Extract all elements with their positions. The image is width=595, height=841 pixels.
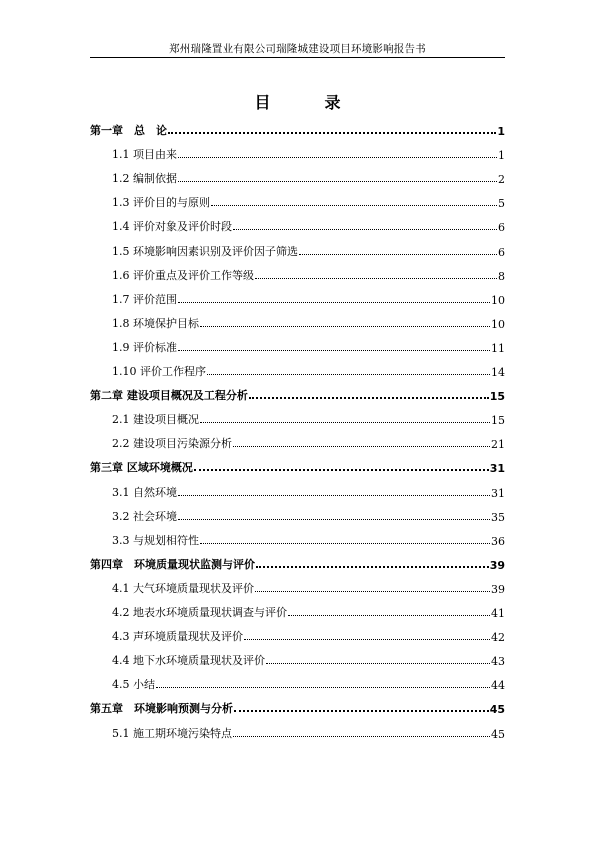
dot-leader (233, 229, 497, 230)
toc-entry-page-number: 11 (491, 341, 505, 355)
toc-entry-page-number: 41 (491, 607, 505, 620)
toc-entry-page-number: 15 (491, 414, 505, 428)
dot-leader (233, 736, 490, 737)
toc-entry-label: 3.3 与规划相符性 (112, 533, 199, 547)
toc-chapter-entry[interactable] (90, 554, 505, 572)
toc-section-entry[interactable] (90, 626, 505, 644)
toc-section-entry[interactable] (90, 337, 505, 355)
toc-section-entry[interactable] (90, 241, 505, 259)
toc-entry-label: 4.1 大气环境质量现状及评价 (112, 581, 254, 595)
dot-leader (207, 374, 490, 375)
dot-leader (244, 639, 490, 640)
toc-section-entry[interactable] (90, 144, 505, 162)
toc-entry-page-number: 43 (491, 655, 505, 669)
toc-section-entry[interactable] (90, 313, 505, 331)
toc-section-entry[interactable] (90, 361, 505, 379)
dot-leader (178, 181, 497, 182)
toc-entry-page-number: 36 (491, 534, 505, 548)
toc-entry-page-number: 35 (491, 510, 505, 524)
dot-leader (299, 254, 497, 255)
toc-entry-page-number: 21 (491, 438, 505, 452)
toc-section-entry[interactable] (90, 409, 505, 427)
toc-entry-label: 第二章 建设项目概况及工程分析 (90, 389, 248, 403)
toc-entry-label: 1.3 评价目的与原则 (112, 196, 210, 210)
header-divider (90, 57, 505, 58)
toc-entry-label: 第四章 环境质量现状监测与评价 (90, 557, 255, 571)
dot-leader (255, 278, 497, 279)
toc-entry-page-number: 6 (498, 221, 505, 235)
toc-entry-label: 3.1 自然环境 (112, 485, 177, 499)
toc-section-entry[interactable] (90, 506, 505, 524)
toc-entry-label: 3.2 社会环境 (112, 509, 177, 523)
dot-leader (200, 326, 490, 327)
toc-section-entry[interactable] (90, 530, 505, 548)
toc-entry-label: 1.5 环境影响因素识别及评价因子筛选 (112, 244, 298, 258)
toc-entry-page-number: 31 (491, 486, 505, 500)
toc-section-entry[interactable] (90, 674, 505, 692)
toc-entry-label: 1.8 环境保护目标 (112, 316, 199, 330)
toc-entry-label: 1.2 编制依据 (112, 172, 177, 186)
toc-chapter-entry[interactable] (90, 120, 505, 138)
dot-leader (288, 615, 490, 616)
toc-chapter-entry[interactable] (90, 698, 505, 716)
toc-entry-label: 1.4 评价对象及评价时段 (112, 220, 232, 234)
dot-leader (178, 157, 497, 158)
toc-entry-page-number: 1 (498, 149, 505, 163)
toc-title: 目录 (254, 93, 395, 112)
dot-leader (178, 519, 490, 520)
toc-entry-page-number: 5 (498, 197, 505, 211)
dot-leader (168, 132, 496, 134)
toc-section-entry[interactable] (90, 168, 505, 186)
toc-entry-label: 4.3 声环境质量现状及评价 (112, 630, 243, 644)
dot-leader (234, 710, 489, 712)
toc-section-entry[interactable] (90, 433, 505, 451)
toc-entry-page-number: 6 (498, 245, 505, 259)
toc-entry-label: 第一章 总 论 (90, 124, 167, 137)
toc-entry-label: 4.4 地下水环境质量现状及评价 (112, 654, 265, 668)
toc-entry-page-number: 10 (491, 317, 505, 331)
toc-section-entry[interactable] (90, 602, 505, 620)
toc-entry-label: 2.1 建设项目概况 (112, 413, 199, 427)
dot-leader (156, 687, 490, 688)
toc-entry-label: 第五章 环境影响预测与分析 (90, 702, 233, 716)
toc-section-entry[interactable] (90, 578, 505, 596)
dot-leader (233, 446, 490, 447)
toc-section-entry[interactable] (90, 482, 505, 500)
toc-entry-label: 1.6 评价重点及评价工作等级 (112, 268, 254, 282)
dot-leader (266, 663, 490, 664)
toc-entry-label: 1.1 项目由来 (112, 148, 177, 162)
toc-entry-label: 第三章 区域环境概况 (90, 461, 193, 475)
toc-entry-label: 1.9 评价标准 (112, 340, 177, 354)
toc-entry-page-number: 8 (498, 269, 505, 283)
page-header: 郑州瑞隆置业有限公司瑞隆城建设项目环境影响报告书 (169, 43, 426, 55)
dot-leader (178, 350, 490, 351)
toc-section-entry[interactable] (90, 650, 505, 668)
dot-leader (178, 495, 490, 496)
toc-entry-label: 2.2 建设项目污染源分析 (112, 437, 232, 451)
toc-chapter-entry[interactable] (90, 457, 505, 475)
toc-section-entry[interactable] (90, 265, 505, 283)
toc-entry-label: 4.5 小结 (112, 678, 155, 692)
toc-section-entry[interactable] (90, 289, 505, 307)
dot-leader (194, 469, 489, 471)
toc-entry-page-number: 39 (489, 558, 505, 572)
toc-entry-label: 4.2 地表水环境质量现状调查与评价 (112, 606, 287, 619)
toc-entry-page-number: 14 (491, 366, 505, 379)
toc-entry-label: 5.1 施工期环境污染特点 (112, 726, 232, 740)
toc-entry-page-number: 44 (491, 679, 505, 693)
toc-entry-page-number: 10 (491, 293, 505, 307)
toc-entry-label: 1.10 评价工作程序 (112, 365, 206, 378)
toc-section-entry[interactable] (90, 723, 505, 741)
dot-leader (200, 422, 490, 423)
dot-leader (255, 591, 490, 592)
toc-entry-page-number: 39 (491, 582, 505, 596)
toc-entry-page-number: 15 (489, 390, 505, 404)
toc-entry-page-number: 31 (489, 462, 505, 476)
dot-leader (249, 397, 489, 399)
toc-entry-page-number: 2 (498, 173, 505, 187)
toc-entry-page-number: 42 (491, 631, 505, 645)
dot-leader (256, 566, 489, 568)
toc-chapter-entry[interactable] (90, 385, 505, 403)
toc-section-entry[interactable] (90, 192, 505, 210)
toc-entry-page-number: 1 (497, 125, 505, 138)
toc-entry-label: 1.7 评价范围 (112, 292, 177, 306)
dot-leader (211, 205, 497, 206)
toc-entry-page-number: 45 (491, 727, 505, 741)
dot-leader (178, 302, 490, 303)
toc-entry-page-number: 45 (489, 703, 505, 717)
dot-leader (200, 543, 490, 544)
toc-section-entry[interactable] (90, 216, 505, 234)
